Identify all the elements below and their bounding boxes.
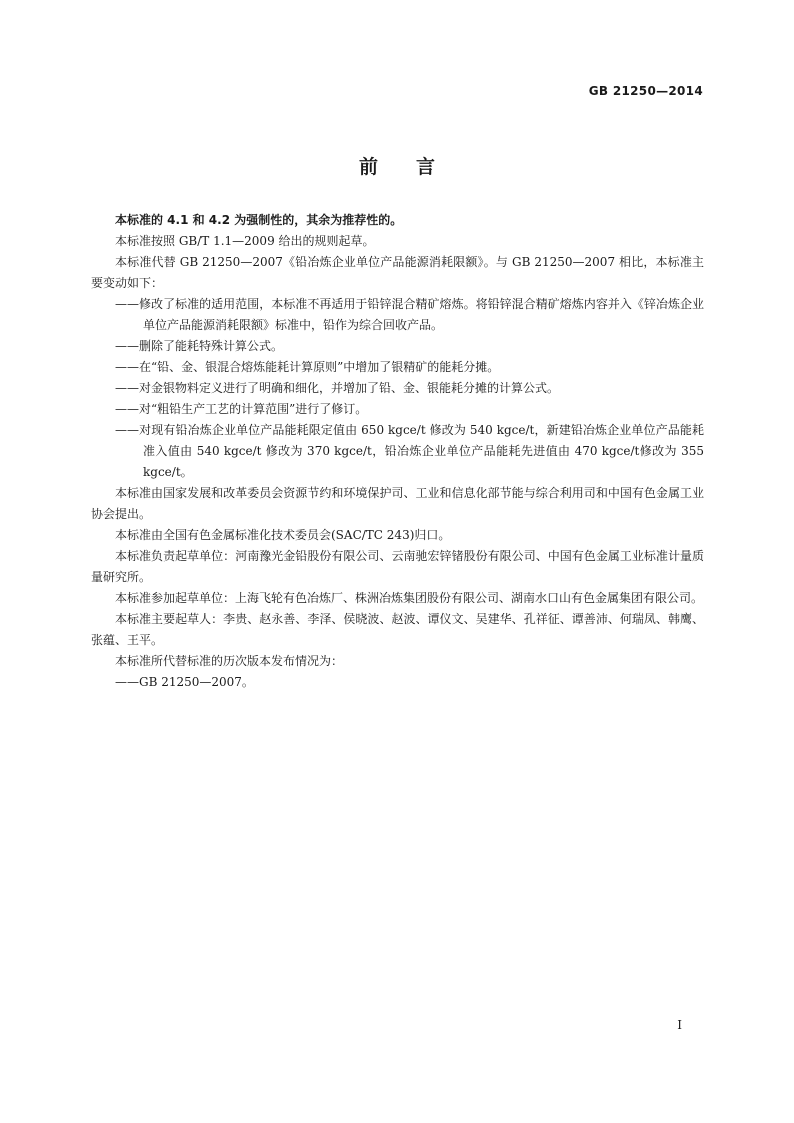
change-item: ——对金银物料定义进行了明确和细化，并增加了铅、金、银能耗分摊的计算公式。: [115, 381, 560, 395]
change-item: ——在“铅、金、银混合熔炼能耗计算原则”中增加了银精矿的能耗分摊。: [115, 360, 500, 374]
mandatory-clause-paragraph: 本标准的 4.1 和 4.2 为强制性的，其余为推荐性的。: [115, 213, 403, 227]
change-item: ——修改了标准的适用范围，本标准不再适用于铅锌混合精矿熔炼。将铅锌混合精矿熔炼内容并入《锌冶炼企业单位产品能源消耗限额》标准中，铅作为综合回收产品。: [115, 297, 704, 332]
participating-drafters-paragraph: 本标准参加起草单位：上海飞轮有色冶炼厂、株洲冶炼集团股份有限公司、湖南水口山有色金属集团有限公司。: [115, 591, 704, 605]
foreword-body: [91, 210, 704, 693]
proposer-paragraph: 本标准由国家发展和改革委员会资源节约和环境保护司、工业和信息化部节能与综合利用司和中国有色金属工业协会提出。: [91, 486, 704, 521]
drafting-rules-paragraph: 本标准按照 GB/T 1.1—2009 给出的规则起草。: [115, 234, 375, 248]
change-item: ——对现有铅冶炼企业单位产品能耗限定值由 650 kgce/t 修改为 540 kgce/t，新建铅冶炼企业单位产品能耗准入值由 540 kgce/t 修改为 370 kgce/t，铅冶炼企业单位产品能耗先进值由 470 kgce/t修改为 355 kgce/t。: [115, 423, 704, 479]
change-item: ——删除了能耗特殊计算公式。: [115, 339, 284, 353]
main-authors-paragraph: 本标准主要起草人：李贵、赵永善、李泽、侯晓波、赵波、谭仪文、吴建华、孔祥征、谭善沛、何瑞凤、韩鹰、张蕴、王平。: [91, 612, 704, 647]
page-number: I: [677, 1018, 682, 1032]
history-intro-paragraph: 本标准所代替标准的历次版本发布情况为：: [115, 654, 344, 668]
standard-code: GB 21250—2014: [588, 84, 703, 98]
replacement-paragraph: 本标准代替 GB 21250—2007《铅冶炼企业单位产品能源消耗限额》。与 GB 21250—2007 相比，本标准主要变动如下：: [91, 255, 704, 290]
page-title: 前言: [358, 156, 473, 178]
committee-paragraph: 本标准由全国有色金属标准化技术委员会(SAC/TC 243)归口。: [115, 528, 451, 542]
change-item: ——对“粗铅生产工艺的计算范围”进行了修订。: [115, 402, 368, 416]
lead-drafters-paragraph: 本标准负责起草单位：河南豫光金铅股份有限公司、云南驰宏锌锗股份有限公司、中国有色金属工业标准计量质量研究所。: [91, 549, 704, 584]
history-item: ——GB 21250—2007。: [115, 675, 254, 689]
